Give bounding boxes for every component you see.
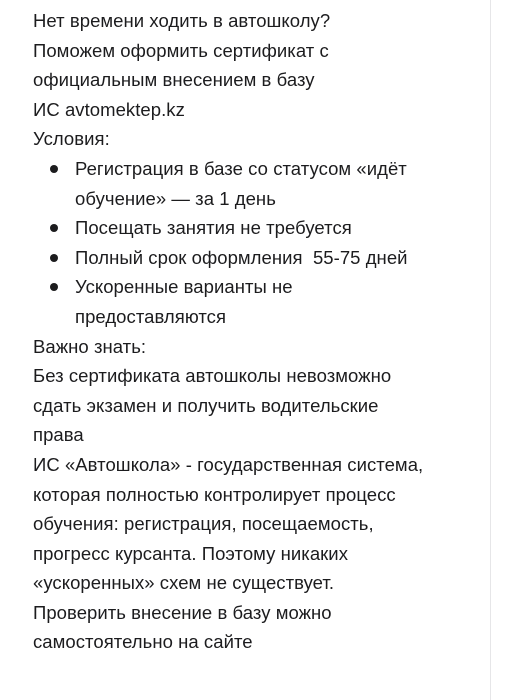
- conditions-item-text: предоставляются: [75, 305, 227, 327]
- bullet-icon: [50, 165, 58, 173]
- bullet-icon: [50, 224, 58, 232]
- conditions-list-item: [33, 272, 483, 331]
- conditions-item-text: Регистрация в базе со статусом «идёт: [75, 157, 407, 179]
- important-heading: Важно знать:: [33, 335, 147, 357]
- message-text: [33, 6, 483, 657]
- important-line: права: [33, 424, 84, 446]
- bullet-icon: [50, 283, 58, 291]
- conditions-list-item: [33, 243, 483, 273]
- conditions-item-text: Ускоренные варианты не: [75, 276, 293, 298]
- conditions-heading: Условия:: [33, 128, 110, 150]
- conditions-item-text: обучение» — за 1 день: [75, 187, 276, 209]
- conditions-list-item: [33, 154, 483, 213]
- page-edge: [490, 0, 514, 700]
- important-line: самостоятельно на сайте: [33, 631, 253, 653]
- intro-line: ИС avtomektep.kz: [33, 98, 185, 120]
- intro-line: Нет времени ходить в автошколу?: [33, 10, 331, 31]
- conditions-list-item: [33, 213, 483, 243]
- important-line: которая полностью контролирует процесс: [33, 483, 396, 505]
- important-line: Без сертификата автошколы невозможно: [33, 365, 392, 387]
- conditions-list: [33, 154, 483, 332]
- important-line: Проверить внесение в базу можно: [33, 601, 332, 623]
- important-line: «ускоренных» схем не существует.: [33, 572, 335, 594]
- important-line: обучения: регистрация, посещаемость,: [33, 513, 374, 535]
- intro-line: официальным внесением в базу: [33, 69, 315, 91]
- conditions-item-text: Полный срок оформления 55-75 дней: [75, 246, 408, 268]
- intro-line: Поможем оформить сертификат с: [33, 39, 329, 61]
- important-line: ИС «Автошкола» - государственная система,: [33, 453, 424, 475]
- bullet-icon: [50, 254, 58, 262]
- important-line: прогресс курсанта. Поэтому никаких: [33, 542, 348, 564]
- important-line: сдать экзамен и получить водительские: [33, 394, 379, 416]
- conditions-item-text: Посещать занятия не требуется: [75, 217, 352, 239]
